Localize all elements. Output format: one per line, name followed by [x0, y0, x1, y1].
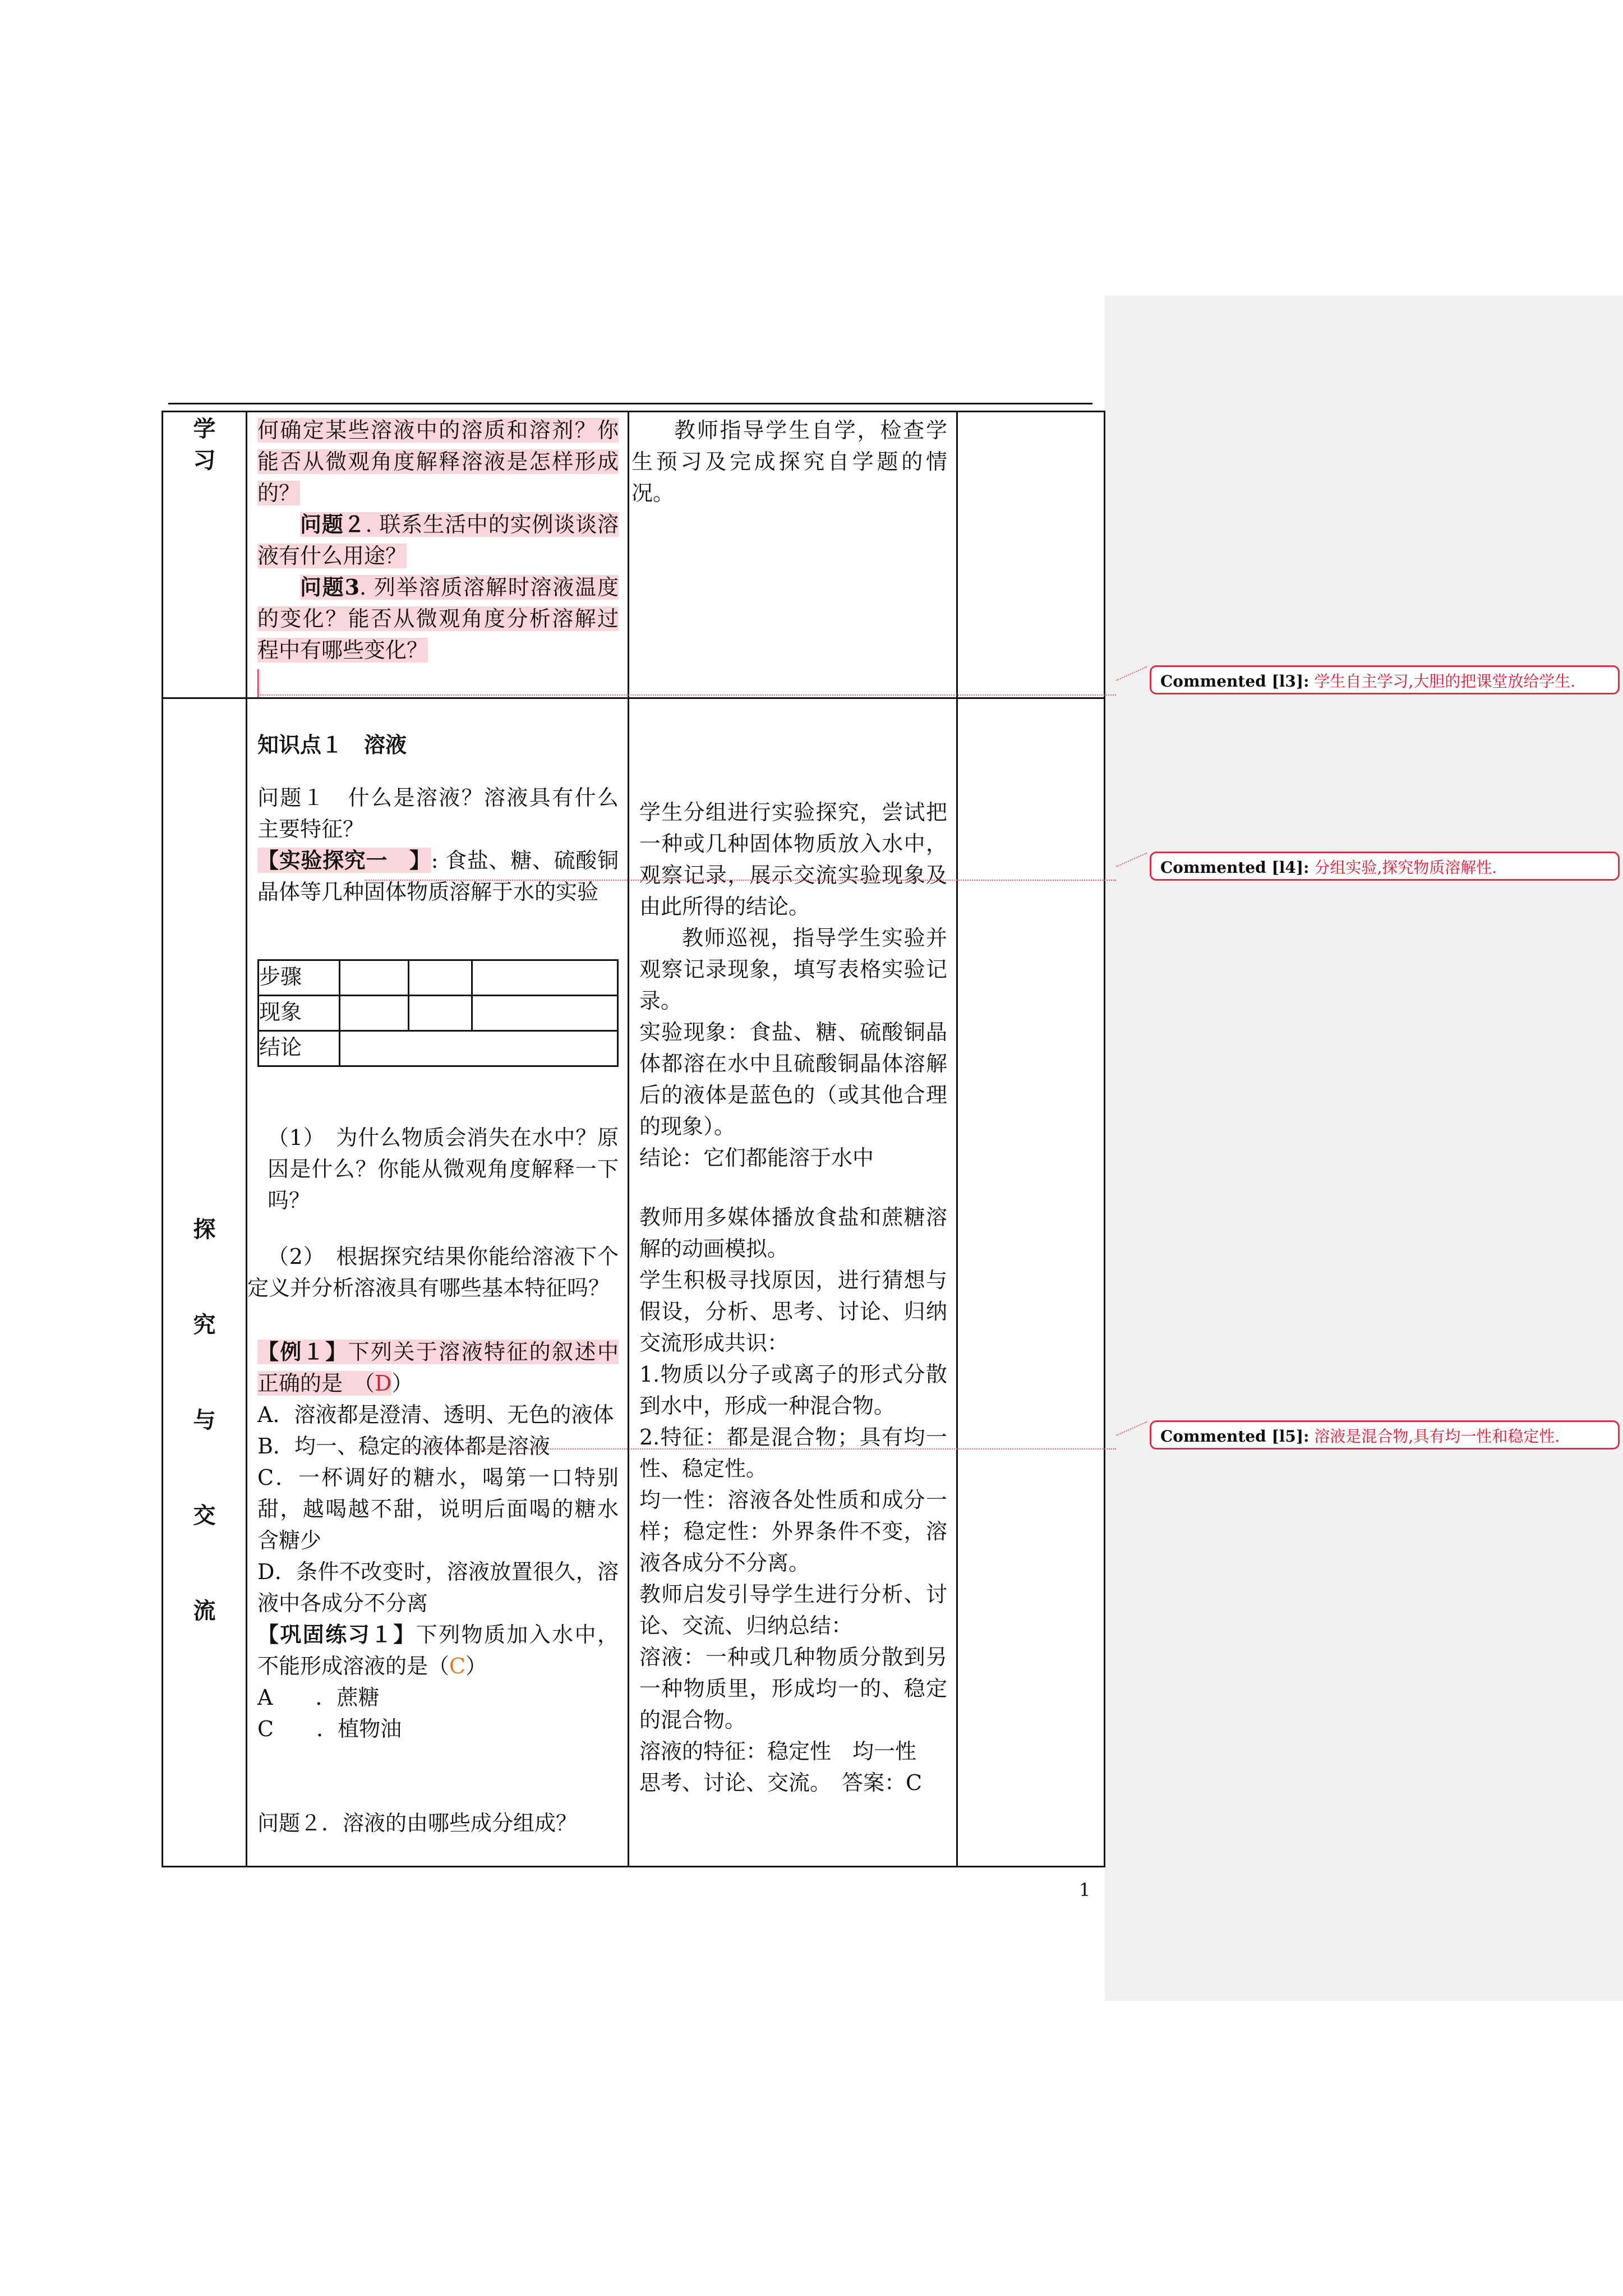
example-1-tag: 【例１】: [257, 1339, 348, 1364]
student-activity-cell: [247, 412, 629, 698]
comment-l4[interactable]: [1150, 852, 1620, 881]
example-1-answer: D: [375, 1371, 392, 1396]
label-char: 究: [193, 1312, 216, 1338]
teacher-text: 实验现象：食盐、糖、硫酸铜晶体都溶在水中且硫酸铜晶体溶解后的液体是蓝色的（或其他合理的现象）。: [639, 1020, 947, 1139]
question-3-text: . 列举溶质溶解时溶液温度的变化？能否从微观角度分析溶解过程中有哪些变化？: [257, 575, 619, 662]
question-3-label: 问题3: [300, 574, 360, 600]
teacher-text: 1.物质以分子或离子的形式分散到水中，形成一种混合物。: [639, 1362, 947, 1418]
lesson-table: [162, 411, 1105, 1867]
comment-leader-l5: [398, 1448, 1116, 1450]
teacher-activity-cell: [629, 412, 957, 698]
teacher-activity-cell: [629, 698, 957, 1867]
table-row: [259, 960, 618, 996]
comment-l5[interactable]: [1150, 1420, 1620, 1450]
experiment-text: : 食盐、糖、硫酸铜晶体等几种固体物质溶解于水的实验: [257, 848, 619, 904]
teacher-text: 思考、讨论、交流。 答案：C: [639, 1770, 923, 1795]
mini-row-label: 现象: [259, 996, 340, 1031]
question-2-text: . 联系生活中的实例谈谈溶液有什么用途？: [257, 512, 619, 568]
comment-text: 学生自主学习,大胆的把课堂放给学生.: [1314, 672, 1576, 691]
sub-question-2: （2） 根据探究结果你能给溶液下个定义并分析溶液具有哪些基本特征吗？: [247, 1244, 619, 1300]
option-d: D．条件不改变时，溶液放置很久，溶液中各成分不分离: [257, 1559, 619, 1616]
page-number: 1: [1079, 1879, 1091, 1901]
comment-label: Commented [l5]:: [1160, 1427, 1310, 1446]
option-b: B．均一、稳定的液体都是溶液: [257, 1434, 550, 1458]
practice-1-close: ）: [465, 1654, 487, 1678]
notes-cell: [957, 698, 1105, 1867]
question-1: 问题１ 什么是溶液？溶液具有什么主要特征？: [257, 785, 619, 841]
study-question-1: 何确定某些溶液中的溶质和溶剂？你能否从微观角度解释溶液是怎样形成的？: [257, 418, 619, 505]
example-1-text: 下列关于溶液特征的叙述中正确的是 （: [257, 1340, 619, 1396]
mini-row-label: 结论: [259, 1031, 340, 1066]
comment-pane: [1105, 296, 1623, 2001]
label-char: 与: [193, 1407, 216, 1433]
practice-1-answer: C: [449, 1654, 466, 1678]
label-char: 交: [193, 1502, 216, 1529]
label-char: 流: [193, 1598, 216, 1624]
teacher-text: 教师巡视，指导学生实验并观察记录现象，填写表格实验记录。: [639, 926, 947, 1013]
teacher-text: 溶液：一种或几种物质分散到另一种物质里，形成均一的、稳定的混合物。: [639, 1645, 947, 1732]
option-a: A．溶液都是澄清、透明、无色的液体: [257, 1402, 614, 1427]
comment-anchor-l3: [257, 669, 261, 697]
teacher-text: 学生积极寻找原因，进行猜想与假设，分析、思考、讨论、归纳交流形成共识：: [639, 1268, 947, 1355]
comment-l3[interactable]: [1150, 665, 1620, 694]
teacher-text: 2.特征：都是混合物；具有均一性、稳定性。: [639, 1425, 947, 1481]
practice-1-tag: 【巩固练习１】: [257, 1622, 416, 1647]
header-rule: [168, 403, 1092, 404]
practice-option-a: A ．蔗糖: [257, 1685, 380, 1710]
table-row: [259, 1031, 618, 1066]
comment-leader-l3: [258, 694, 1116, 696]
mini-row-label: 步骤: [259, 960, 340, 996]
sub-question-1: （1） 为什么物质会消失在水中？原因是什么？你能从微观角度解释一下吗？: [268, 1125, 619, 1213]
option-c: C．一杯调好的糖水，喝第一口特别甜，越喝越不甜，说明后面喝的糖水含糖少: [257, 1465, 619, 1553]
student-activity-cell: [247, 698, 629, 1867]
teacher-text: 均一性：溶液各处性质和成分一样；稳定性：外界条件不变，溶液各成分不分离。: [639, 1488, 947, 1575]
teacher-text: 教师启发引导学生进行分析、讨论、交流、归纳总结：: [639, 1582, 947, 1638]
question-2: 问题２．溶液的由哪些成分组成？: [257, 1811, 578, 1835]
comment-text: 分组实验,探究物质溶解性.: [1314, 858, 1497, 877]
table-row-study: [163, 412, 1105, 698]
teacher-text: 结论：它们都能溶于水中: [639, 1145, 874, 1170]
label-char: 习: [193, 447, 216, 473]
comment-label: Commented [l4]:: [1160, 858, 1310, 877]
label-char: 学: [193, 416, 216, 442]
teacher-guidance: 教师指导学生自学，检查学生预习及完成探究自学题的情况。: [631, 418, 947, 505]
comment-label: Commented [l3]:: [1160, 672, 1310, 691]
teacher-text: 溶液的特征：稳定性 均一性: [639, 1739, 917, 1764]
example-1-close: ）: [391, 1371, 413, 1396]
notes-cell: [957, 412, 1105, 698]
question-2-label: 问题２: [300, 512, 366, 537]
practice-1-text: 下列物质加入水中，不能形成溶液的是（: [257, 1622, 619, 1678]
label-char: 探: [193, 1216, 216, 1243]
practice-option-c: C ．植物油: [257, 1717, 402, 1741]
table-row: [259, 996, 618, 1031]
teacher-text: 教师用多媒体播放食盐和蔗糖溶解的动画模拟。: [639, 1205, 947, 1261]
table-row-explore: [163, 698, 1105, 1867]
experiment-tag: 【实验探究一 】: [257, 848, 431, 873]
row-label-study: [163, 412, 247, 698]
comment-leader-l4: [365, 880, 1116, 881]
experiment-record-table: [257, 959, 619, 1067]
knowledge-point-title: 知识点１ 溶液: [257, 732, 407, 757]
comment-text: 溶液是混合物,具有均一性和稳定性.: [1314, 1427, 1560, 1446]
teacher-text: 学生分组进行实验探究，尝试把一种或几种固体物质放入水中，观察记录，展示交流实验现象及由此所得的结论。: [639, 800, 947, 919]
row-label-explore: [163, 698, 247, 1867]
